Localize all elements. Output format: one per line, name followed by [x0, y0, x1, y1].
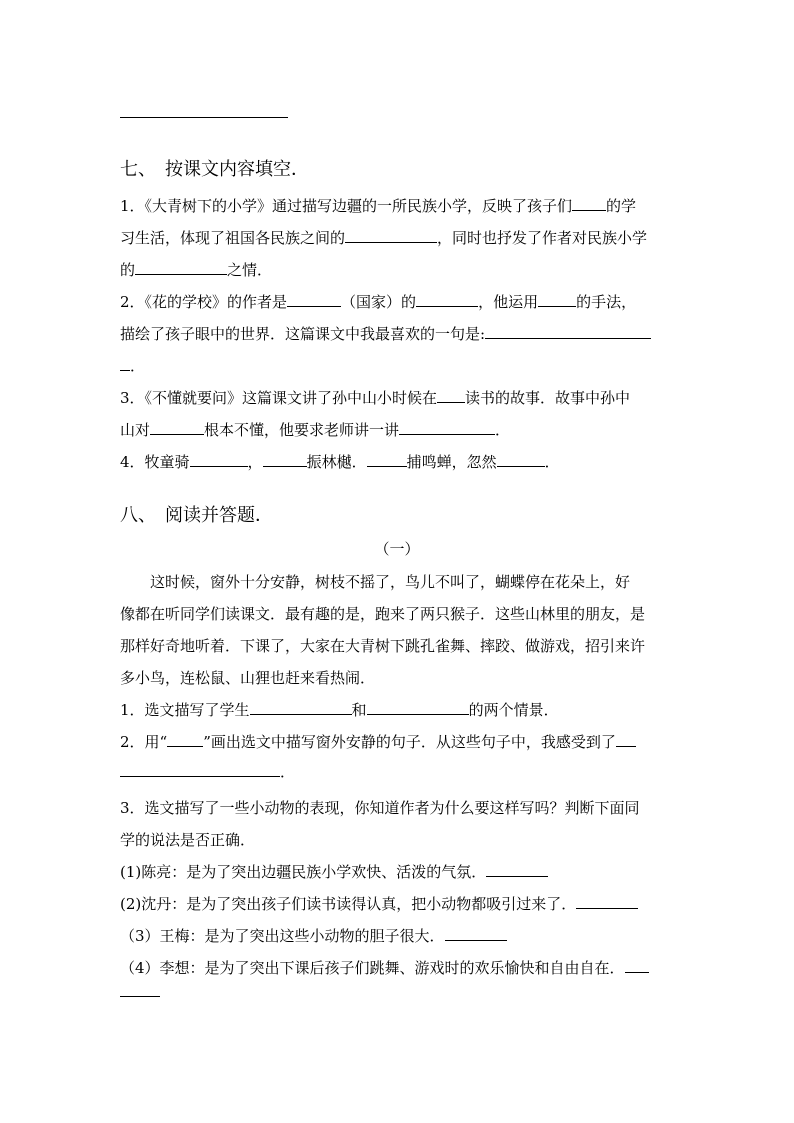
answer-blank[interactable]: [437, 388, 465, 403]
s8-q1-line1: 1．选文描写了学生 和 的两个情景．: [120, 701, 559, 719]
answer-blank[interactable]: [250, 700, 352, 715]
s8-q3-option-4: （4）李想：是为了突出下课后孩子们跳舞、游戏时的欢乐愉快和自由自在．: [120, 957, 649, 979]
passage-line-2: 像都在听同学们读课文．最有趣的是，跑来了两只猴子．这些山林里的朋友，是: [120, 605, 646, 623]
s7-q1-line1: 1．《大青树下的小学》通过描写边疆的一所民族小学，反映了孩子们 的学: [120, 197, 637, 215]
s8-q3-option-3: （3）王梅：是为了突出这些小动物的胆子很大．: [120, 925, 507, 947]
answer-blank[interactable]: [445, 926, 507, 941]
s8-q2-line2: ．: [120, 761, 295, 783]
section-8-heading: 八、 阅读并答题．: [120, 505, 273, 526]
s7-q4-line1: 4．牧童骑 ， 振林樾． 捕鸣蝉，忽然 ．: [120, 453, 560, 471]
s8-q3-line1: 3．选文描写了一些小动物的表现，你知道作者为什么要这样写吗？判断下面同: [120, 799, 640, 817]
answer-blank[interactable]: [486, 862, 548, 877]
s8-q3-line2: 学的说法是否正确．: [120, 831, 256, 849]
answer-blank[interactable]: [572, 196, 606, 211]
answer-blank[interactable]: [367, 700, 469, 715]
answer-blank[interactable]: [367, 452, 407, 467]
passage-line-1: 这时候，窗外十分安静，树枝不摇了，鸟儿不叫了，蝴蝶停在花朵上，好: [150, 573, 631, 591]
answer-blank[interactable]: [120, 356, 130, 371]
s7-q2-line3: ．: [120, 355, 145, 377]
passage-line-4: 多小鸟，连松鼠、山狸也赶来看热闹．: [120, 669, 376, 687]
answer-blank[interactable]: [150, 420, 204, 435]
s7-q2-line1: 2．《花的学校》的作者是 （国家）的 ，他运用 的手法，: [120, 293, 637, 311]
s8-q2-line1: 2．用“ ”画出选文中描写窗外安静的句子．从这些句子中，我感受到了: [120, 731, 636, 753]
answer-blank[interactable]: [485, 324, 651, 339]
answer-blank[interactable]: [616, 732, 636, 747]
passage-line-3: 那样好奇地听着．下课了，大家在大青树下跳孔雀舞、摔跤、做游戏，招引来许: [120, 637, 646, 655]
answer-blank[interactable]: [576, 894, 638, 909]
answer-blank[interactable]: [416, 292, 478, 307]
answer-blank[interactable]: [625, 958, 649, 973]
answer-blank[interactable]: [399, 420, 495, 435]
s7-q3-line2: 山对 根本不懂，他要求老师讲一讲 ．: [120, 421, 511, 439]
answer-blank[interactable]: [263, 452, 307, 467]
answer-blank[interactable]: [190, 452, 248, 467]
passage-label: （一）: [374, 540, 420, 558]
s7-q1-line2: 习生活，体现了祖国各民族之间的 ，同时也抒发了作者对民族小学: [120, 229, 648, 247]
s7-q1-line3: 的 之情．: [120, 261, 273, 279]
answer-blank[interactable]: [167, 732, 203, 747]
s8-q3-option-2: (2)沈丹：是为了突出孩子们读书读得认真，把小动物都吸引过来了．: [120, 893, 638, 915]
answer-blank[interactable]: [538, 292, 576, 307]
answer-line: [120, 117, 288, 118]
s7-q3-line1: 3．《不懂就要问》这篇课文讲了孙中山小时候在 读书的故事．故事中孙中: [120, 389, 631, 407]
answer-blank[interactable]: [287, 292, 341, 307]
section-7-heading: 七、 按课文内容填空．: [120, 159, 309, 180]
answer-blank[interactable]: [497, 452, 545, 467]
answer-blank[interactable]: [345, 228, 437, 243]
s8-q3-option-1: (1)陈亮：是为了突出边疆民族小学欢快、活泼的气氛．: [120, 861, 548, 883]
answer-blank[interactable]: [120, 762, 280, 777]
answer-blank[interactable]: [135, 260, 227, 275]
answer-blank[interactable]: [120, 982, 160, 997]
s8-q3-option-4-cont: [120, 981, 160, 1003]
s7-q2-line2: 描绘了孩子眼中的世界．这篇课文中我最喜欢的一句是:: [120, 323, 651, 345]
